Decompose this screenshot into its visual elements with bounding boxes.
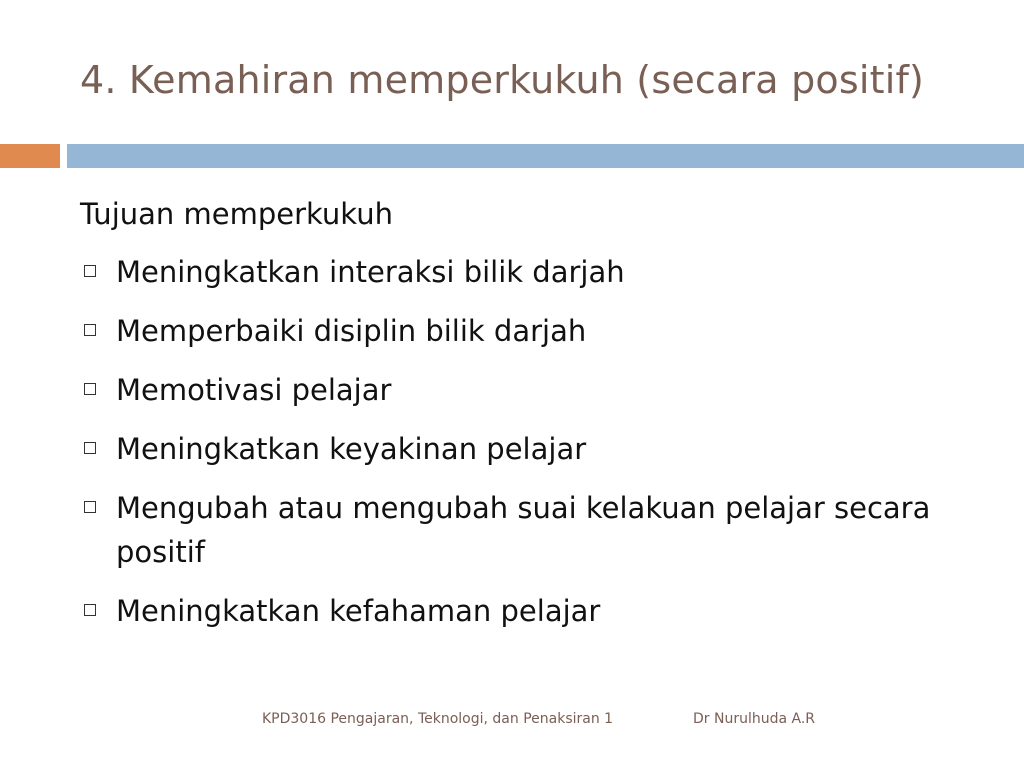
bullet-item <box>80 368 980 412</box>
bullet-item <box>80 309 980 353</box>
bullet-item <box>80 486 980 574</box>
content-heading: Tujuan memperkukuh <box>80 197 393 231</box>
footer-course: KPD3016 Pengajaran, Teknologi, dan Penaksiran 1 <box>262 711 614 727</box>
bullet-text: Mengubah atau mengubah suai kelakuan pelajar secara positif <box>116 491 931 569</box>
accent-bar-blue <box>67 144 1024 168</box>
square-bullet-icon <box>84 383 96 395</box>
slide-title: 4. Kemahiran memperkukuh (secara positif) <box>80 58 925 102</box>
accent-bar-orange <box>0 144 60 168</box>
footer-author: Dr Nurulhuda A.R <box>693 711 816 727</box>
slide-content <box>80 190 980 648</box>
square-bullet-icon <box>84 442 96 454</box>
bullet-text: Memperbaiki disiplin bilik darjah <box>116 314 587 348</box>
square-bullet-icon <box>84 501 96 513</box>
bullet-text: Meningkatkan keyakinan pelajar <box>116 432 587 466</box>
square-bullet-icon <box>84 265 96 277</box>
bullet-text: Memotivasi pelajar <box>116 373 392 407</box>
square-bullet-icon <box>84 604 96 616</box>
square-bullet-icon <box>84 324 96 336</box>
bullet-item <box>80 427 980 471</box>
bullet-text: Meningkatkan kefahaman pelajar <box>116 594 601 628</box>
bullet-item <box>80 589 980 633</box>
bullet-list <box>80 250 980 633</box>
bullet-item <box>80 250 980 294</box>
bullet-text: Meningkatkan interaksi bilik darjah <box>116 255 625 289</box>
